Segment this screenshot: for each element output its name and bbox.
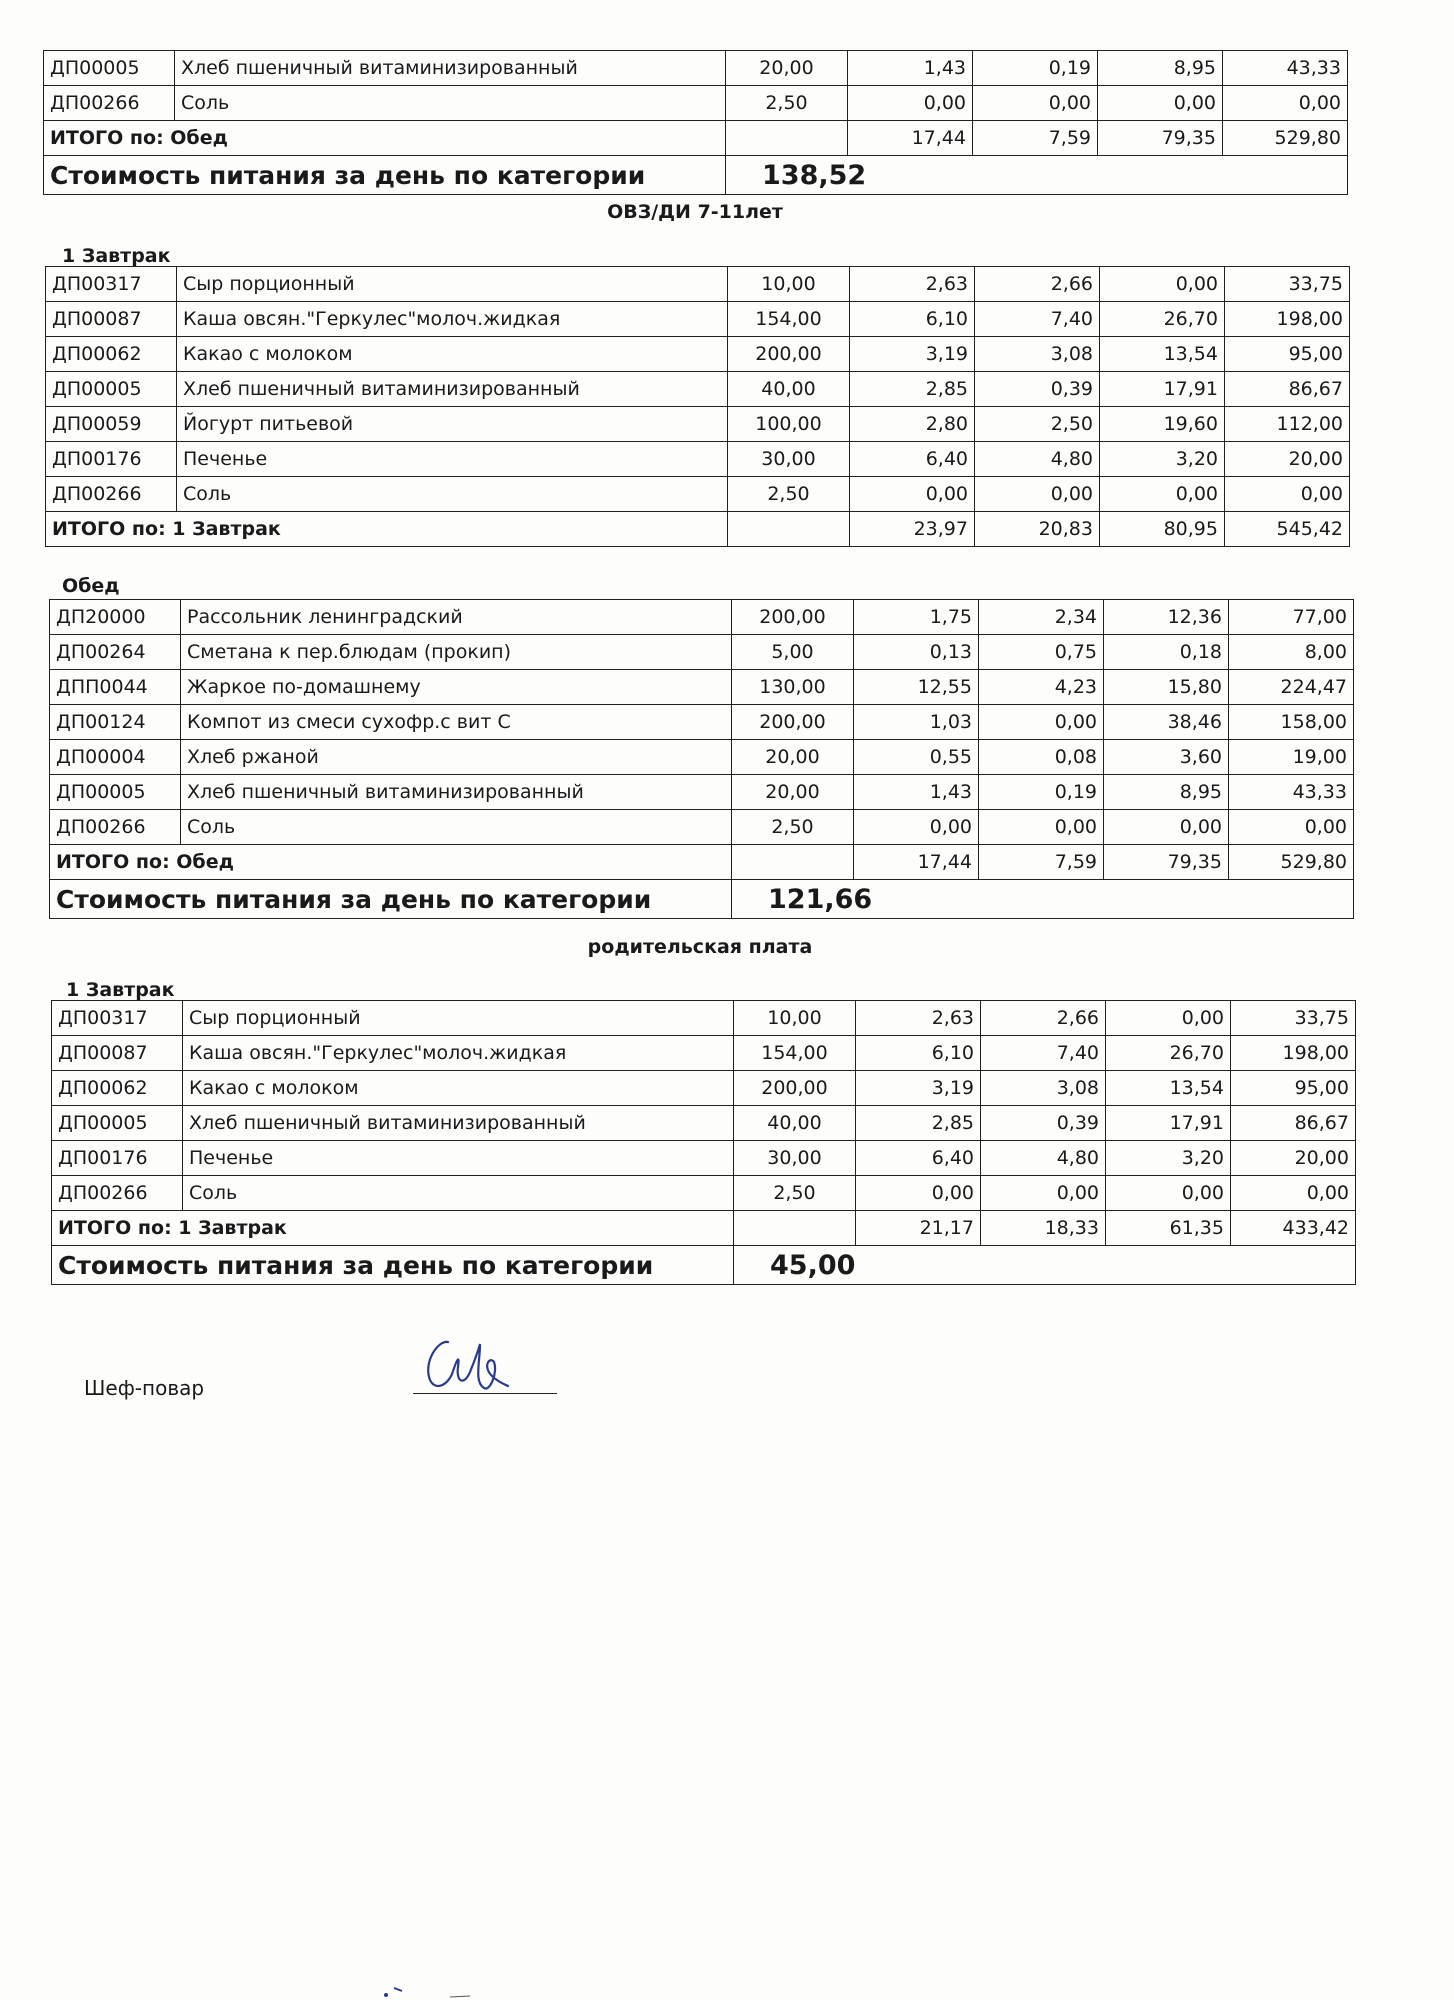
item-protein: 2,85 bbox=[850, 372, 975, 407]
total-row bbox=[50, 845, 1354, 880]
item-code: ДП00266 bbox=[50, 810, 181, 845]
table-row bbox=[52, 1036, 1356, 1071]
item-code: ДП00264 bbox=[50, 635, 181, 670]
total-label: ИТОГО по: 1 Завтрак bbox=[52, 1211, 734, 1246]
item-code: ДП00124 bbox=[50, 705, 181, 740]
item-kcal: 0,00 bbox=[1229, 810, 1354, 845]
item-quantity: 40,00 bbox=[734, 1106, 856, 1141]
total-label: ИТОГО по: 1 Завтрак bbox=[46, 512, 728, 547]
cost-label: Стоимость питания за день по категории bbox=[50, 880, 732, 919]
item-carbs: 0,00 bbox=[1104, 810, 1229, 845]
item-fat: 4,23 bbox=[979, 670, 1104, 705]
item-code: ДП00176 bbox=[52, 1141, 183, 1176]
table-row bbox=[52, 1176, 1356, 1211]
signature-mark bbox=[408, 1322, 558, 1402]
item-fat: 7,40 bbox=[981, 1036, 1106, 1071]
total-kcal: 529,80 bbox=[1223, 121, 1348, 156]
total-row bbox=[44, 121, 1348, 156]
item-fat: 4,80 bbox=[981, 1141, 1106, 1176]
total-protein: 17,44 bbox=[848, 121, 973, 156]
cost-value: 121,66 bbox=[732, 880, 979, 919]
cost-label: Стоимость питания за день по категории bbox=[52, 1246, 734, 1285]
item-quantity: 2,50 bbox=[732, 810, 854, 845]
item-carbs: 8,95 bbox=[1104, 775, 1229, 810]
item-quantity: 200,00 bbox=[732, 600, 854, 635]
table-row bbox=[46, 407, 1350, 442]
item-quantity: 200,00 bbox=[732, 705, 854, 740]
table-row bbox=[50, 635, 1354, 670]
table-row bbox=[52, 1071, 1356, 1106]
item-kcal: 112,00 bbox=[1225, 407, 1350, 442]
item-code: ДП00087 bbox=[46, 302, 177, 337]
table-row bbox=[44, 86, 1348, 121]
item-carbs: 26,70 bbox=[1106, 1036, 1231, 1071]
item-kcal: 33,75 bbox=[1231, 1001, 1356, 1036]
total-protein: 23,97 bbox=[850, 512, 975, 547]
item-quantity: 200,00 bbox=[734, 1071, 856, 1106]
item-protein: 12,55 bbox=[854, 670, 979, 705]
item-fat: 0,00 bbox=[973, 86, 1098, 121]
item-protein: 6,40 bbox=[856, 1141, 981, 1176]
item-quantity: 2,50 bbox=[728, 477, 850, 512]
item-protein: 0,00 bbox=[848, 86, 973, 121]
item-protein: 0,55 bbox=[854, 740, 979, 775]
item-kcal: 20,00 bbox=[1231, 1141, 1356, 1176]
item-protein: 3,19 bbox=[850, 337, 975, 372]
item-kcal: 86,67 bbox=[1225, 372, 1350, 407]
item-code: ДП00317 bbox=[52, 1001, 183, 1036]
item-quantity: 200,00 bbox=[728, 337, 850, 372]
item-fat: 7,40 bbox=[975, 302, 1100, 337]
ovz-breakfast-table bbox=[45, 266, 1350, 547]
item-fat: 0,00 bbox=[979, 810, 1104, 845]
meal-label-lunch: Обед bbox=[62, 575, 120, 597]
item-carbs: 0,00 bbox=[1106, 1176, 1231, 1211]
item-fat: 2,50 bbox=[975, 407, 1100, 442]
item-fat: 4,80 bbox=[975, 442, 1100, 477]
item-fat: 2,66 bbox=[975, 267, 1100, 302]
item-code: ДП00317 bbox=[46, 267, 177, 302]
scan-artifact bbox=[380, 1985, 580, 2000]
total-fat: 7,59 bbox=[979, 845, 1104, 880]
item-quantity: 10,00 bbox=[734, 1001, 856, 1036]
total-fat: 18,33 bbox=[981, 1211, 1106, 1246]
meal-label-breakfast: 1 Завтрак bbox=[62, 245, 171, 267]
item-kcal: 86,67 bbox=[1231, 1106, 1356, 1141]
total-kcal: 545,42 bbox=[1225, 512, 1350, 547]
item-carbs: 0,00 bbox=[1098, 86, 1223, 121]
item-quantity: 130,00 bbox=[732, 670, 854, 705]
item-kcal: 0,00 bbox=[1231, 1176, 1356, 1211]
item-code: ДП00062 bbox=[46, 337, 177, 372]
item-kcal: 158,00 bbox=[1229, 705, 1354, 740]
item-kcal: 20,00 bbox=[1225, 442, 1350, 477]
item-quantity: 2,50 bbox=[734, 1176, 856, 1211]
table-row bbox=[50, 705, 1354, 740]
cost-value: 138,52 bbox=[726, 156, 973, 195]
table-row bbox=[46, 372, 1350, 407]
item-kcal: 43,33 bbox=[1223, 51, 1348, 86]
total-row bbox=[46, 512, 1350, 547]
table-row bbox=[46, 302, 1350, 337]
item-kcal: 43,33 bbox=[1229, 775, 1354, 810]
parent-breakfast-table bbox=[51, 1000, 1356, 1285]
item-name: Каша овсян."Геркулес"молоч.жидкая bbox=[177, 302, 728, 337]
item-protein: 1,75 bbox=[854, 600, 979, 635]
total-protein: 17,44 bbox=[854, 845, 979, 880]
item-name: Хлеб ржаной bbox=[181, 740, 732, 775]
item-fat: 0,39 bbox=[981, 1106, 1106, 1141]
item-name: Печенье bbox=[177, 442, 728, 477]
item-protein: 2,63 bbox=[850, 267, 975, 302]
item-code: ДП00005 bbox=[44, 51, 175, 86]
item-quantity: 30,00 bbox=[734, 1141, 856, 1176]
item-name: Хлеб пшеничный витаминизированный bbox=[181, 775, 732, 810]
category-title-parent: родительская плата bbox=[587, 936, 813, 958]
item-protein: 2,80 bbox=[850, 407, 975, 442]
item-quantity: 40,00 bbox=[728, 372, 850, 407]
total-kcal: 529,80 bbox=[1229, 845, 1354, 880]
item-quantity: 20,00 bbox=[732, 740, 854, 775]
item-code: ДП00005 bbox=[46, 372, 177, 407]
item-carbs: 0,00 bbox=[1106, 1001, 1231, 1036]
total-carbs: 80,95 bbox=[1100, 512, 1225, 547]
table-row bbox=[52, 1106, 1356, 1141]
item-protein: 0,00 bbox=[854, 810, 979, 845]
item-protein: 0,00 bbox=[856, 1176, 981, 1211]
item-quantity: 20,00 bbox=[732, 775, 854, 810]
item-name: Сыр порционный bbox=[183, 1001, 734, 1036]
item-carbs: 3,20 bbox=[1106, 1141, 1231, 1176]
item-name: Соль bbox=[175, 86, 726, 121]
item-fat: 0,08 bbox=[979, 740, 1104, 775]
table-row bbox=[44, 51, 1348, 86]
item-code: ДП00062 bbox=[52, 1071, 183, 1106]
total-row bbox=[52, 1211, 1356, 1246]
item-quantity: 100,00 bbox=[728, 407, 850, 442]
item-quantity: 30,00 bbox=[728, 442, 850, 477]
item-kcal: 33,75 bbox=[1225, 267, 1350, 302]
item-code: ДП00176 bbox=[46, 442, 177, 477]
table-row bbox=[50, 670, 1354, 705]
table-row bbox=[50, 775, 1354, 810]
cost-value: 45,00 bbox=[734, 1246, 981, 1285]
item-name: Какао с молоком bbox=[183, 1071, 734, 1106]
item-name: Рассольник ленинградский bbox=[181, 600, 732, 635]
item-code: ДП00266 bbox=[52, 1176, 183, 1211]
item-fat: 3,08 bbox=[981, 1071, 1106, 1106]
item-name: Хлеб пшеничный витаминизированный bbox=[183, 1106, 734, 1141]
item-name: Соль bbox=[183, 1176, 734, 1211]
top-lunch-table bbox=[43, 50, 1348, 195]
item-protein: 3,19 bbox=[856, 1071, 981, 1106]
item-protein: 6,10 bbox=[850, 302, 975, 337]
total-kcal: 433,42 bbox=[1231, 1211, 1356, 1246]
table-row bbox=[46, 442, 1350, 477]
total-carbs: 79,35 bbox=[1104, 845, 1229, 880]
item-fat: 0,19 bbox=[973, 51, 1098, 86]
total-carbs: 61,35 bbox=[1106, 1211, 1231, 1246]
item-kcal: 0,00 bbox=[1225, 477, 1350, 512]
cost-label: Стоимость питания за день по категории bbox=[44, 156, 726, 195]
total-protein: 21,17 bbox=[856, 1211, 981, 1246]
total-carbs: 79,35 bbox=[1098, 121, 1223, 156]
cost-row bbox=[50, 880, 1354, 919]
item-fat: 0,19 bbox=[979, 775, 1104, 810]
item-name: Печенье bbox=[183, 1141, 734, 1176]
item-carbs: 26,70 bbox=[1100, 302, 1225, 337]
item-carbs: 12,36 bbox=[1104, 600, 1229, 635]
item-kcal: 95,00 bbox=[1231, 1071, 1356, 1106]
item-carbs: 0,00 bbox=[1100, 477, 1225, 512]
total-fat: 20,83 bbox=[975, 512, 1100, 547]
item-code: ДП00087 bbox=[52, 1036, 183, 1071]
item-kcal: 77,00 bbox=[1229, 600, 1354, 635]
item-name: Жаркое по-домашнему bbox=[181, 670, 732, 705]
item-name: Сыр порционный bbox=[177, 267, 728, 302]
item-carbs: 17,91 bbox=[1106, 1106, 1231, 1141]
item-quantity: 154,00 bbox=[734, 1036, 856, 1071]
item-name: Какао с молоком bbox=[177, 337, 728, 372]
item-protein: 1,03 bbox=[854, 705, 979, 740]
item-carbs: 38,46 bbox=[1104, 705, 1229, 740]
item-name: Соль bbox=[177, 477, 728, 512]
item-protein: 0,13 bbox=[854, 635, 979, 670]
cost-row bbox=[44, 156, 1348, 195]
item-fat: 0,75 bbox=[979, 635, 1104, 670]
item-fat: 2,34 bbox=[979, 600, 1104, 635]
item-kcal: 95,00 bbox=[1225, 337, 1350, 372]
table-row bbox=[50, 810, 1354, 845]
item-carbs: 8,95 bbox=[1098, 51, 1223, 86]
item-protein: 6,10 bbox=[856, 1036, 981, 1071]
item-kcal: 224,47 bbox=[1229, 670, 1354, 705]
item-code: ДП20000 bbox=[50, 600, 181, 635]
item-code: ДП00005 bbox=[52, 1106, 183, 1141]
item-quantity: 5,00 bbox=[732, 635, 854, 670]
total-fat: 7,59 bbox=[973, 121, 1098, 156]
item-name: Компот из смеси сухофр.с вит С bbox=[181, 705, 732, 740]
item-carbs: 17,91 bbox=[1100, 372, 1225, 407]
item-carbs: 0,00 bbox=[1100, 267, 1225, 302]
table-row bbox=[52, 1141, 1356, 1176]
item-kcal: 0,00 bbox=[1223, 86, 1348, 121]
item-code: ДП00005 bbox=[50, 775, 181, 810]
table-row bbox=[46, 477, 1350, 512]
item-code: ДПП0044 bbox=[50, 670, 181, 705]
table-row bbox=[52, 1001, 1356, 1036]
table-row bbox=[46, 337, 1350, 372]
category-title: ОВЗ/ДИ 7-11лет bbox=[607, 201, 783, 223]
item-carbs: 3,60 bbox=[1104, 740, 1229, 775]
item-quantity: 20,00 bbox=[726, 51, 848, 86]
item-name: Йогурт питьевой bbox=[177, 407, 728, 442]
cost-row bbox=[52, 1246, 1356, 1285]
item-quantity: 154,00 bbox=[728, 302, 850, 337]
signature-line bbox=[413, 1393, 557, 1394]
table-row bbox=[50, 600, 1354, 635]
item-kcal: 8,00 bbox=[1229, 635, 1354, 670]
item-protein: 6,40 bbox=[850, 442, 975, 477]
item-carbs: 0,18 bbox=[1104, 635, 1229, 670]
item-protein: 1,43 bbox=[854, 775, 979, 810]
item-name: Хлеб пшеничный витаминизированный bbox=[175, 51, 726, 86]
table-row bbox=[46, 267, 1350, 302]
chef-label: Шеф-повар bbox=[84, 1376, 205, 1400]
item-code: ДП00266 bbox=[44, 86, 175, 121]
item-carbs: 15,80 bbox=[1104, 670, 1229, 705]
item-name: Каша овсян."Геркулес"молоч.жидкая bbox=[183, 1036, 734, 1071]
ovz-lunch-table bbox=[49, 599, 1354, 919]
item-quantity: 10,00 bbox=[728, 267, 850, 302]
item-kcal: 198,00 bbox=[1225, 302, 1350, 337]
item-carbs: 3,20 bbox=[1100, 442, 1225, 477]
item-protein: 2,63 bbox=[856, 1001, 981, 1036]
item-fat: 0,00 bbox=[979, 705, 1104, 740]
item-code: ДП00266 bbox=[46, 477, 177, 512]
item-carbs: 13,54 bbox=[1100, 337, 1225, 372]
item-carbs: 19,60 bbox=[1100, 407, 1225, 442]
item-name: Соль bbox=[181, 810, 732, 845]
item-protein: 2,85 bbox=[856, 1106, 981, 1141]
item-name: Хлеб пшеничный витаминизированный bbox=[177, 372, 728, 407]
item-kcal: 198,00 bbox=[1231, 1036, 1356, 1071]
item-fat: 0,39 bbox=[975, 372, 1100, 407]
item-fat: 2,66 bbox=[981, 1001, 1106, 1036]
item-protein: 0,00 bbox=[850, 477, 975, 512]
item-carbs: 13,54 bbox=[1106, 1071, 1231, 1106]
item-fat: 0,00 bbox=[975, 477, 1100, 512]
meal-label-breakfast-parent: 1 Завтрак bbox=[66, 979, 175, 1001]
total-label: ИТОГО по: Обед bbox=[44, 121, 726, 156]
item-code: ДП00004 bbox=[50, 740, 181, 775]
total-label: ИТОГО по: Обед bbox=[50, 845, 732, 880]
item-protein: 1,43 bbox=[848, 51, 973, 86]
item-fat: 3,08 bbox=[975, 337, 1100, 372]
table-row bbox=[50, 740, 1354, 775]
item-kcal: 19,00 bbox=[1229, 740, 1354, 775]
item-quantity: 2,50 bbox=[726, 86, 848, 121]
item-code: ДП00059 bbox=[46, 407, 177, 442]
item-fat: 0,00 bbox=[981, 1176, 1106, 1211]
item-name: Сметана к пер.блюдам (прокип) bbox=[181, 635, 732, 670]
